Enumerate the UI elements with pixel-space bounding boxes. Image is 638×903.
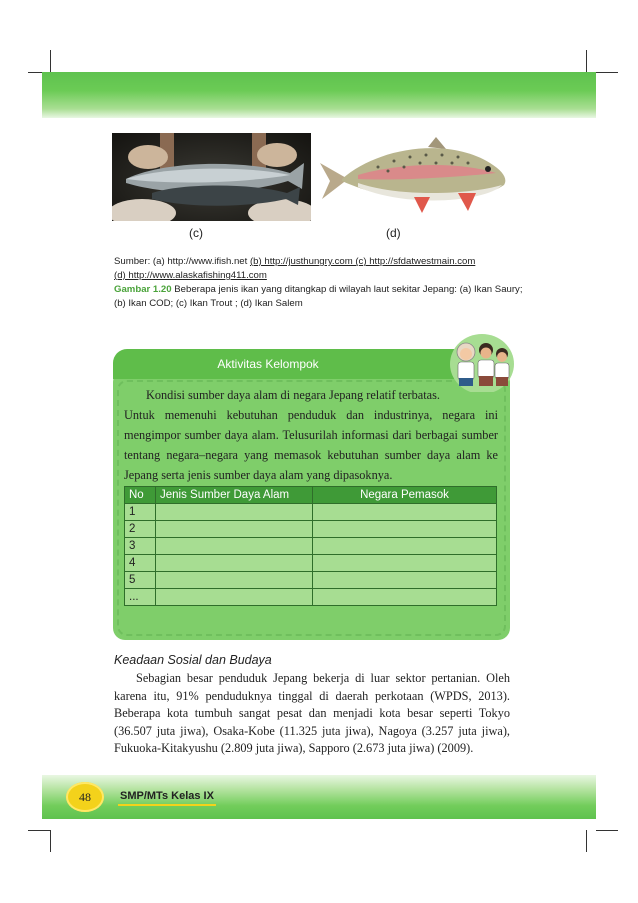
- table-row: [125, 538, 497, 555]
- book-label: SMP/MTs Kelas IX: [120, 790, 214, 802]
- row-number: 5: [125, 572, 156, 589]
- row-number: 3: [125, 538, 156, 555]
- resource-cell[interactable]: [156, 538, 313, 555]
- caption-text: Beberapa jenis ikan yang ditangkap di wilayah laut sekitar Jepang: (a) Ikan Saury; (b) Ikan COD; (c) Ikan Trout ; (d) Ikan Salem: [114, 284, 523, 309]
- crop-mark: [586, 50, 587, 72]
- figure-caption: [114, 283, 524, 311]
- activity-paragraph-2: Untuk memenuhi kebutuhan penduduk dan industrinya, negara ini mengimpor sumber daya alam. Telusurilah informasi dari berbagai sumber tentang negara–negara yang memasok kebutuhan sumber daya alam ke Jepang serta jenis sumber daya alam yang dipasoknya.: [124, 408, 498, 482]
- salmon-photo: [318, 133, 513, 221]
- trout-photo: [112, 133, 311, 221]
- row-number: ...: [125, 589, 156, 606]
- crop-mark: [28, 830, 50, 831]
- header-resource: Jenis Sumber Daya Alam: [156, 487, 313, 504]
- resource-cell[interactable]: [156, 521, 313, 538]
- header-band: [42, 72, 596, 118]
- header-no: No: [125, 487, 156, 504]
- table-row: [125, 572, 497, 589]
- activity-table: [124, 486, 497, 606]
- page-number: 48: [66, 782, 104, 812]
- activity-instructions: [124, 385, 498, 485]
- country-cell[interactable]: [313, 589, 497, 606]
- country-cell[interactable]: [313, 555, 497, 572]
- section-title: Keadaan Sosial dan Budaya: [114, 653, 272, 667]
- crop-mark: [50, 830, 51, 852]
- crop-mark: [596, 830, 618, 831]
- table-header-row: [125, 487, 497, 504]
- row-number: 1: [125, 504, 156, 521]
- header-country: Negara Pemasok: [313, 487, 497, 504]
- source-link-d[interactable]: (d) http://www.alaskafishing411.com: [114, 270, 267, 281]
- table-row: [125, 521, 497, 538]
- resource-cell[interactable]: [156, 555, 313, 572]
- source-prefix: Sumber: (a) http://www.ifish.net: [114, 256, 250, 267]
- section-paragraph: Sebagian besar penduduk Jepang bekerja di luar sektor pertanian. Oleh karena itu, 91% penduduknya tinggal di daerah perkotaan (WPDS, 2013). Beberapa kota tumbuh sangat pesat dan menjadi kota besar seperti Tokyo (36.507 juta jiwa), Osaka-Kobe (11.325 juta jiwa), Nagoya (3.257 juta jiwa), Fukuoka-Kitakyushu (2.809 juta jiwa), Sapporo (2.673 juta jiwa) (2009).: [114, 671, 510, 755]
- row-number: 2: [125, 521, 156, 538]
- country-cell[interactable]: [313, 521, 497, 538]
- row-number: 4: [125, 555, 156, 572]
- photo-label-c: (c): [189, 226, 203, 240]
- resource-cell[interactable]: [156, 572, 313, 589]
- photo-label-d: (d): [386, 226, 401, 240]
- resource-cell[interactable]: [156, 589, 313, 606]
- source-links[interactable]: (b) http://justhungry.com (c) http://sfdatwestmain.com: [249, 256, 476, 267]
- crop-mark: [50, 50, 51, 72]
- book-label-underline: [118, 804, 216, 806]
- section-body: [114, 670, 510, 758]
- resource-cell[interactable]: [156, 504, 313, 521]
- crop-mark: [586, 830, 587, 852]
- students-illustration: [442, 330, 514, 392]
- table-row: [125, 504, 497, 521]
- activity-paragraph-1: Kondisi sumber daya alam di negara Jepang relatif terbatas.: [146, 388, 440, 402]
- table-row: [125, 589, 497, 606]
- country-cell[interactable]: [313, 538, 497, 555]
- caption-label: Gambar 1.20: [114, 284, 172, 295]
- country-cell[interactable]: [313, 572, 497, 589]
- figure-source: [114, 255, 514, 283]
- table-row: [125, 555, 497, 572]
- activity-title: Aktivitas Kelompok: [217, 357, 319, 371]
- country-cell[interactable]: [313, 504, 497, 521]
- crop-mark: [596, 72, 618, 73]
